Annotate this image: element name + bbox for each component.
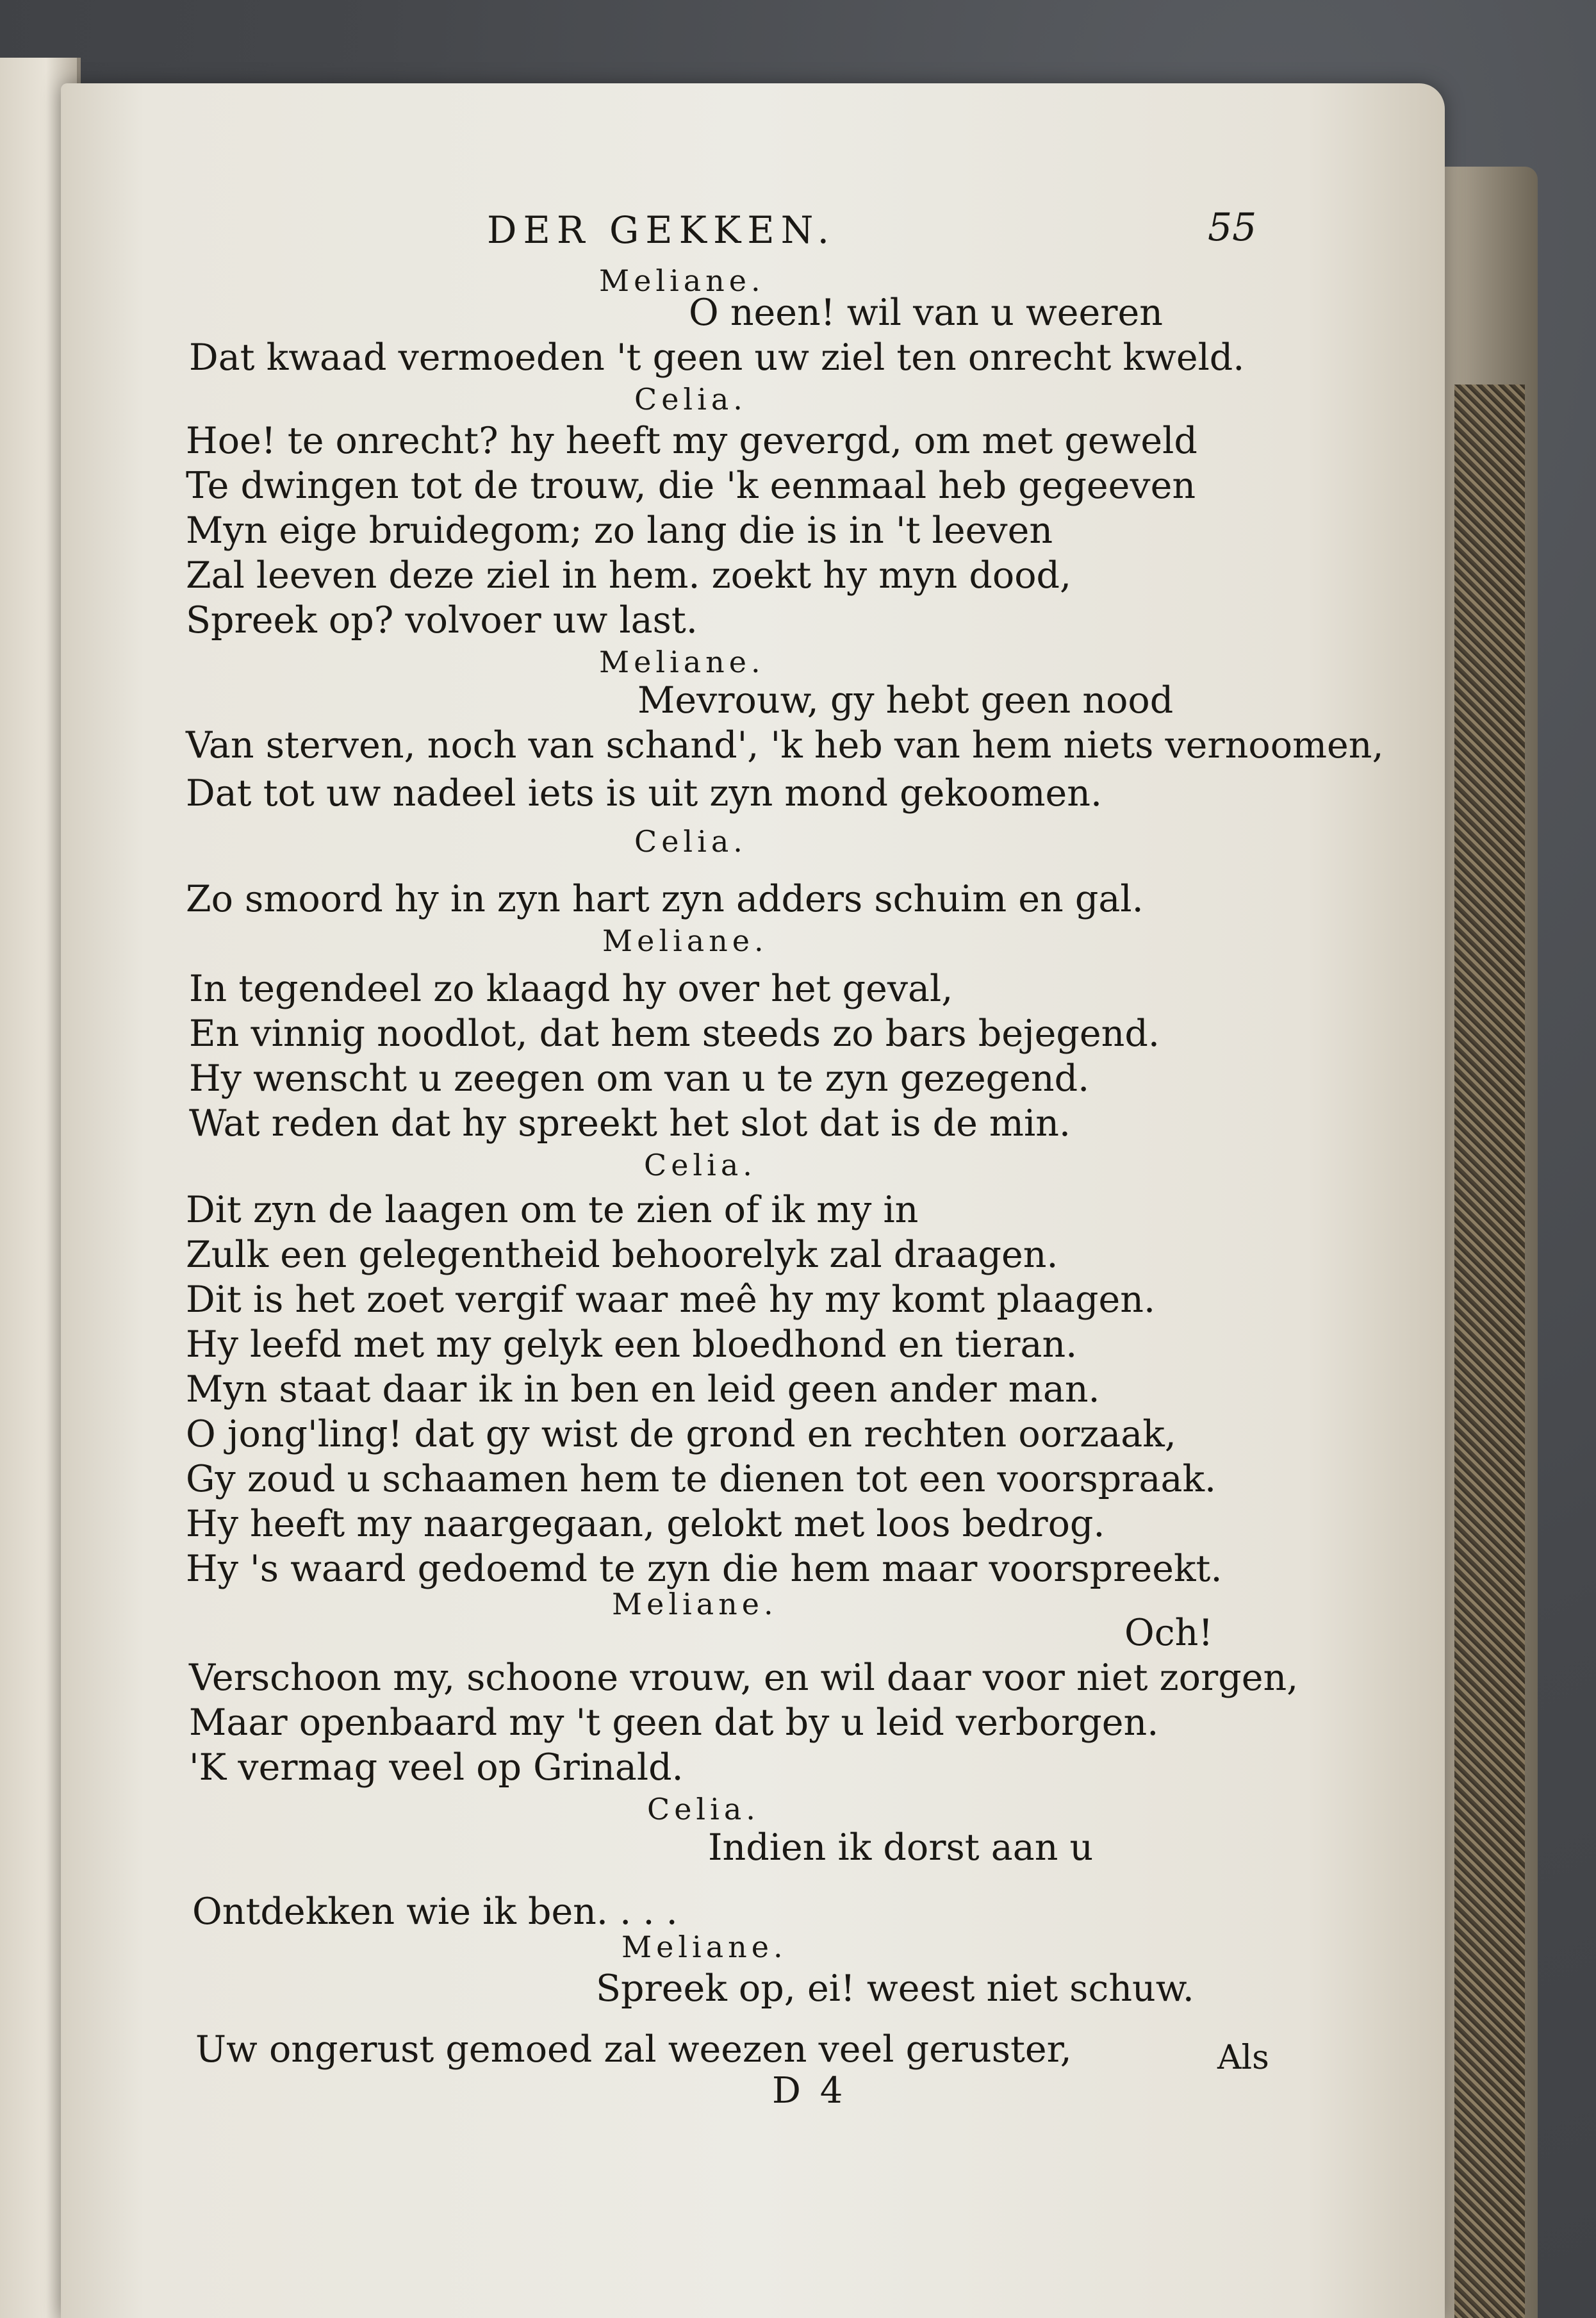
verse-line: Dat kwaad vermoeden 't geen uw ziel ten onrecht kweld. [189,336,1245,379]
verse-line: O jong'ling! dat gy wist de grond en rechten oorzaak, [186,1413,1176,1455]
verse-line: Mevrouw, gy hebt geen nood [638,679,1174,722]
speaker-label: Meliane. [602,923,768,958]
speaker-label: Meliane. [621,1930,787,1964]
verse-line: Gy zoud u schaamen hem te dienen tot een voorspraak. [186,1458,1217,1500]
verse-line: Zo smoord hy in zyn hart zyn adders schuim en gal. [186,878,1144,920]
speaker-label: Meliane. [599,645,765,679]
verse-line: Indien ik dorst aan u [708,1826,1094,1869]
verse-line: Te dwingen tot de trouw, die 'k eenmaal heb gegeeven [186,465,1196,507]
verse-line: Uw ongerust gemoed zal weezen veel geruster, [195,2028,1072,2071]
verse-line: Van sterven, noch van schand', 'k heb van hem niets vernoomen, [186,724,1384,766]
verse-line: Hy 's waard gedoemd te zyn die hem maar voorspreekt. [186,1548,1222,1590]
verse-line: Spreek op, ei! weest niet schuw. [596,1967,1194,2010]
speaker-label: Meliane. [599,263,765,298]
verse-line: Zulk een gelegentheid behoorelyk zal draagen. [186,1234,1058,1276]
verse-line: En vinnig noodlot, dat hem steeds zo bars bejegend. [189,1013,1160,1055]
verse-line: Hy leefd met my gelyk een bloedhond en tieran. [186,1323,1078,1366]
verse-line: Myn eige bruidegom; zo lang die is in 't leeven [186,509,1053,552]
speckled-book-edge [1454,385,1525,2318]
verse-line: Verschoon my, schoone vrouw, en wil daar voor niet zorgen, [189,1657,1299,1699]
running-title: DER GEKKEN. [487,208,836,252]
book-page [61,83,1445,2318]
verse-line: Maar openbaard my 't geen dat by u leid verborgen. [189,1701,1159,1744]
catchword: Als [1217,2039,1269,2077]
verse-line: Dit zyn de laagen om te zien of ik my in [186,1189,919,1231]
verse-line: Zal leeven deze ziel in hem. zoekt hy myn dood, [186,554,1072,597]
speaker-label: Celia. [644,1148,757,1182]
verse-line: Wat reden dat hy spreekt het slot dat is de min. [189,1102,1071,1145]
speaker-label: Celia. [634,824,747,859]
verse-line: In tegendeel zo klaagd hy over het geval, [189,968,953,1010]
verse-line: Hy wenscht u zeegen om van u te zyn gezegend. [189,1057,1090,1100]
verse-line: Ontdekken wie ik ben. . . . [192,1891,678,1933]
speaker-label: Meliane. [612,1587,778,1621]
verse-line: Myn staat daar ik in ben en leid geen ander man. [186,1368,1100,1411]
verse-line: O neen! wil van u weeren [689,292,1163,334]
verse-line: Hoe! te onrecht? hy heeft my gevergd, om met geweld [186,420,1197,462]
speaker-label: Celia. [634,382,747,417]
verse-line: Och! [1124,1612,1213,1654]
speaker-label: Celia. [647,1792,760,1826]
verse-line: Hy heeft my naargegaan, gelokt met loos bedrog. [186,1503,1105,1545]
verse-line: 'K vermag veel op Grinald. [189,1746,684,1789]
signature-mark: D 4 [772,2070,847,2112]
verse-line: Spreek op? volvoer uw last. [186,599,698,642]
page-number: 55 [1208,205,1257,250]
verse-line: Dit is het zoet vergif waar meê hy my komt plaagen. [186,1279,1156,1321]
verse-line: Dat tot uw nadeel iets is uit zyn mond gekoomen. [186,772,1103,815]
